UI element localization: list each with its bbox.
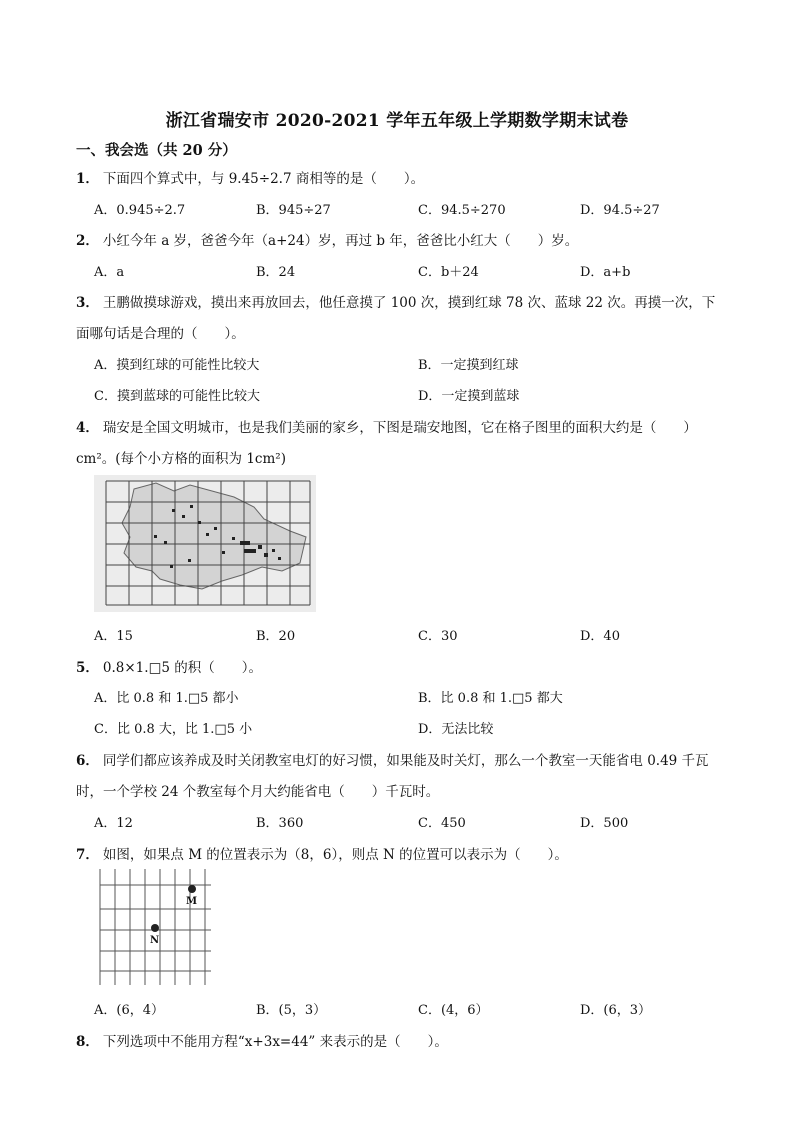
option-d[interactable]: D．500 xyxy=(580,816,629,831)
question-text: 如图，如果点 M 的位置表示为（8，6），则点 N 的位置可以表示为（ ）。 xyxy=(102,847,568,863)
option-a[interactable]: A．0.945÷2.7 xyxy=(94,203,186,218)
option-a[interactable]: A．12 xyxy=(94,816,133,831)
coordinate-grid-figure xyxy=(96,867,216,989)
point-n-label: N xyxy=(150,935,160,946)
option-a[interactable]: A．15 xyxy=(94,629,133,644)
question-number: 5． xyxy=(76,660,99,676)
page-title: 浙江省瑞安市 2020-2021 学年五年级上学期数学期末试卷 xyxy=(165,111,629,131)
option-c[interactable]: C．摸到蓝球的可能性比较大 xyxy=(94,389,260,404)
question-text: 下列选项中不能用方程“x+3x=44” 来表示的是（ ）。 xyxy=(102,1034,448,1050)
option-c[interactable]: C．(4，6） xyxy=(418,1003,489,1018)
point-n xyxy=(151,924,159,932)
option-b[interactable]: B．(5，3） xyxy=(256,1003,327,1018)
question-text: 小红今年 a 岁，爸爸今年（a+24）岁，再过 b 年，爸爸比小红大（ ）岁。 xyxy=(102,233,579,249)
question-3 xyxy=(76,291,715,311)
question-4 xyxy=(76,416,697,436)
question-text: 0.8×1.□5 的积（ ）。 xyxy=(102,660,262,676)
question-text: 同学们都应该养成及时关闭教室电灯的好习惯，如果能及时关灯，那么一个教室一天能省电 0.49 千瓦 xyxy=(102,753,709,769)
option-a[interactable]: A．a xyxy=(94,265,125,280)
option-a[interactable]: A．比 0.8 和 1.□5 都小 xyxy=(94,691,239,706)
option-a[interactable]: A．(6，4） xyxy=(94,1003,165,1018)
option-b[interactable]: B．20 xyxy=(256,629,296,644)
question-2 xyxy=(76,229,578,249)
question-text: 下面四个算式中，与 9.45÷2.7 商相等的是（ ）。 xyxy=(102,171,425,187)
question-7 xyxy=(76,843,568,863)
question-number: 1． xyxy=(76,171,99,187)
point-m xyxy=(188,885,196,893)
question-text: 瑞安是全国文明城市，也是我们美丽的家乡，下图是瑞安地图，它在格子图里的面积大约是（ ） xyxy=(102,420,697,436)
option-b[interactable]: B．24 xyxy=(256,265,296,280)
option-b[interactable]: B．945÷27 xyxy=(256,203,331,218)
option-c[interactable]: C．94.5÷270 xyxy=(418,203,506,218)
question-1 xyxy=(76,167,424,187)
question-number: 8． xyxy=(76,1034,99,1050)
question-6 xyxy=(76,749,709,769)
question-8 xyxy=(76,1030,448,1050)
question-number: 2． xyxy=(76,233,99,249)
option-b[interactable]: B．360 xyxy=(256,816,304,831)
question-text: 王鹏做摸球游戏，摸出来再放回去，他任意摸了 100 次，摸到红球 78 次、蓝球 22 次。再摸一次，下 xyxy=(102,295,716,311)
option-d[interactable]: D．94.5÷27 xyxy=(580,203,660,218)
option-c[interactable]: C．b＋24 xyxy=(418,265,479,280)
question-number: 3． xyxy=(76,295,99,311)
question-3-line-2: 面哪句话是合理的（ ）。 xyxy=(76,326,245,342)
option-b[interactable]: B．一定摸到红球 xyxy=(418,358,519,373)
question-5 xyxy=(76,656,262,676)
option-c[interactable]: C．比 0.8 大，比 1.□5 小 xyxy=(94,722,253,737)
option-d[interactable]: D．无法比较 xyxy=(418,722,494,737)
question-4-line-2: cm²。(每个小方格的面积为 1cm²) xyxy=(76,451,286,467)
section-heading: 一、我会选（共 20 分） xyxy=(76,142,237,159)
question-number: 4． xyxy=(76,420,99,436)
option-c[interactable]: C．450 xyxy=(418,816,466,831)
ruian-map-figure xyxy=(94,475,316,612)
option-c[interactable]: C．30 xyxy=(418,629,458,644)
question-6-line-2: 时，一个学校 24 个教室每个月大约能省电（ ）千瓦时。 xyxy=(76,784,440,800)
option-a[interactable]: A．摸到红球的可能性比较大 xyxy=(94,358,260,373)
question-number: 6． xyxy=(76,753,99,769)
option-d[interactable]: D．a+b xyxy=(580,265,631,280)
option-d[interactable]: D．一定摸到蓝球 xyxy=(418,389,520,404)
point-m-label: M xyxy=(186,896,198,907)
option-d[interactable]: D．40 xyxy=(580,629,620,644)
option-d[interactable]: D．(6，3） xyxy=(580,1003,652,1018)
question-number: 7． xyxy=(76,847,99,863)
option-b[interactable]: B．比 0.8 和 1.□5 都大 xyxy=(418,691,563,706)
